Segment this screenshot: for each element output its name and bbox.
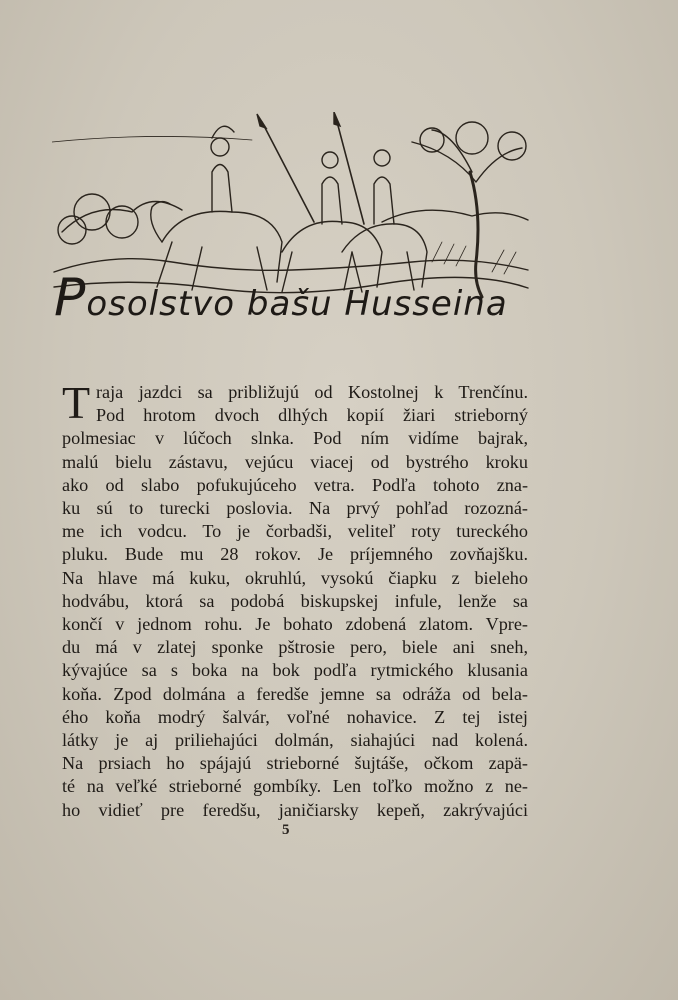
chapter-title [54, 268, 534, 328]
text-line: ako od slabo pofukujúceho vetra. Podľa tohoto zna- [62, 474, 528, 495]
title-initial: P [54, 268, 87, 328]
text-line: pluku. Bude mu 28 rokov. Je príjemného zovňajšku. [62, 544, 528, 565]
text-line: ého koňa modrý šalvár, voľné nohavice. Z tej istej [62, 706, 528, 727]
body-text [62, 377, 528, 822]
title-text: osolstvo bašu Husseina [86, 284, 508, 324]
drop-cap: T [62, 377, 91, 428]
text-line: polmesiac v lúčoch slnka. Pod ním vidíme bajrak, [62, 428, 528, 449]
text-line: kývajúce sa s boka na bok podľa rytmického klusania [62, 660, 528, 681]
text-line: Pod hrotom dvoch dlhých kopií žiari strieborný [96, 405, 528, 426]
text-line: končí v jednom rohu. Je bohato zdobená zlatom. Vpre- [62, 614, 528, 635]
text-line: du má v zlatej sponke pštrosie pero, biele ani sneh, [62, 637, 528, 658]
page-number: 5 [282, 822, 290, 838]
text-line: malú bielu zástavu, vejúcu viacej od bystrého kroku [62, 451, 528, 472]
text-line: ho vidieť pre feredšu, janičiarsky kepeň, zakrývajúci [62, 799, 528, 820]
text-line: koňa. Zpod dolmána a feredše jemne sa odráža od bela- [62, 683, 528, 704]
text-line: ku sú to turecki poslovia. Na prvý pohľad rozozná- [62, 498, 528, 519]
text-line: té na veľké strieborné gombíky. Len toľko možno z ne- [62, 776, 528, 797]
text-line: raja jazdci sa približujú od Kostolnej k Trenčínu. [96, 382, 528, 402]
text-line: hodvábu, ktorá sa podobá biskupskej infule, lenže sa [62, 590, 528, 611]
text-line: Na hlave má kuku, okruhlú, vysokú čiapku z bieleho [62, 567, 528, 588]
text-line: látky je aj priliehajúci dolmán, siahajúci nad kolená. [62, 730, 528, 751]
text-line: me ich vodcu. To je čorbadši, veliteľ roty tureckého [62, 521, 528, 542]
text-line: Na prsiach ho spájajú strieborné šujtáše, očkom zapä- [62, 753, 528, 774]
